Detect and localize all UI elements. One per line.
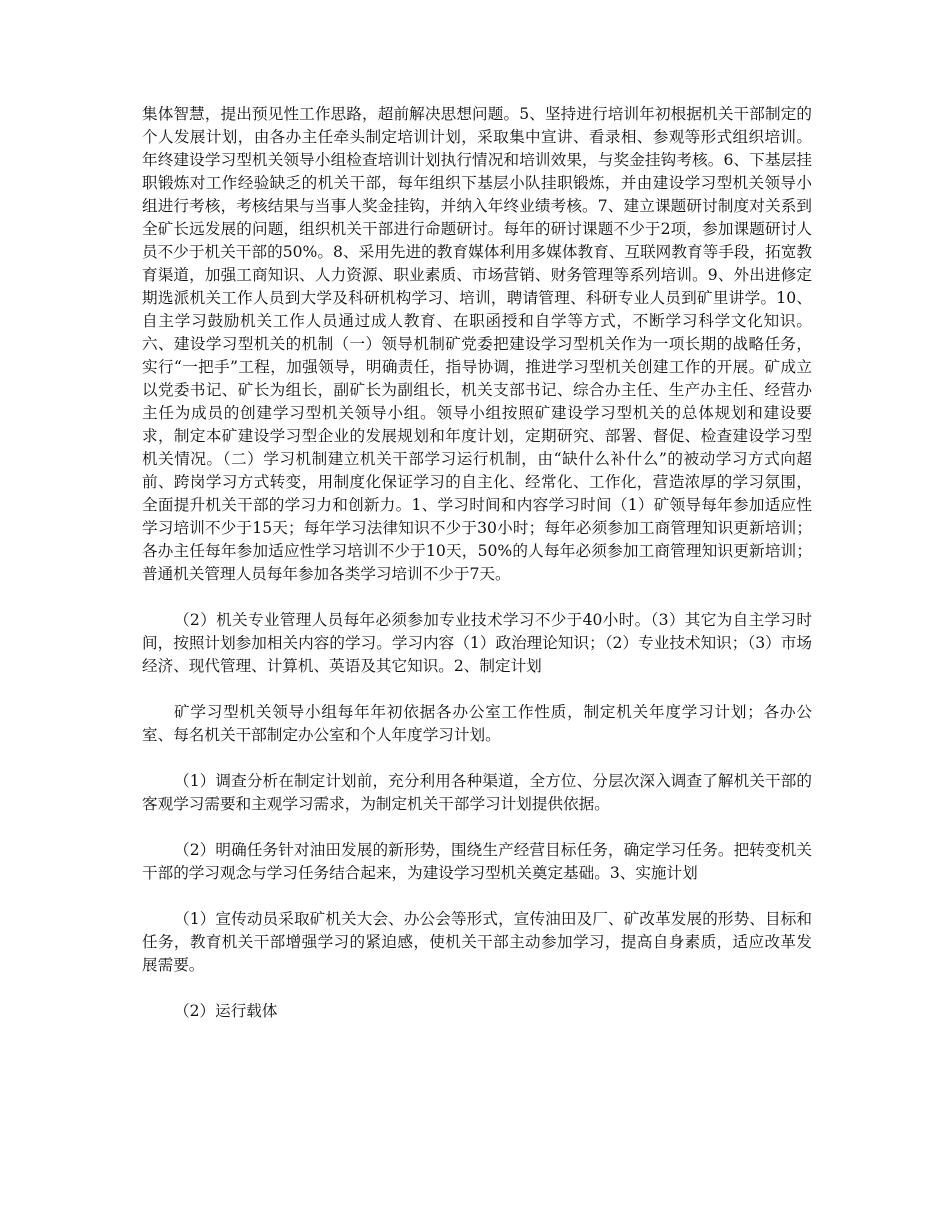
paragraph: 矿学习型机关领导小组每年年初依据各办公室工作性质，制定机关年度学习计划；各办公室、每名机关干部制定办公室和个人年度学习计划。 xyxy=(142,703,812,744)
paragraph: （2）运行载体 xyxy=(174,1002,278,1020)
paragraph: （2）明确任务针对油田发展的新形势，围绕生产经营目标任务，确定学习任务。把转变机关干部的学习观念与学习任务结合起来，为建设学习型机关奠定基础。3、实施计划 xyxy=(142,841,812,882)
document-body xyxy=(142,103,812,1023)
paragraph: 集体智慧，提出预见性工作思路，超前解决思想问题。5、坚持进行培训年初根据机关干部制定的个人发展计划，由各办主任牵头制定培训计划，采取集中宣讲、看录相、参观等形式组织培训。年终建设学习型机关领导小组检查培训计划执行情况和培训效果，与奖金挂钩考核。6、下基层挂职锻炼对工作经验缺乏的机关干部，每年组织下基层小队挂职锻炼，并由建设学习型机关领导小组进行考核，考核结果与当事人奖金挂钩，并纳入年终业绩考核。7、建立课题研讨制度对关系到全矿长远发展的问题，组织机关干部进行命题研讨。每年的研讨课题不少于2项，参加课题研讨人员不少于机关干部的50%。8、采用先进的教育媒体利用多媒体教育、互联网教育等手段，拓宽教育渠道，加强工商知识、人力资源、职业素质、市场营销、财务管理等系列培训。9、外出进修定期选派机关工作人员到大学及科研机构学习、培训，聘请管理、科研专业人员到矿里讲学。10、自主学习鼓励机关工作人员通过成人教育、在职函授和自学等方式，不断学习科学文化知识。六、建设学习型机关的机制（一）领导机制矿党委把建设学习型机关作为一项长期的战略任务，实行“一把手”工程，加强领导，明确责任，指导协调，推进学习型机关创建工作的开展。矿成立以党委书记、矿长为组长，副矿长为副组长，机关支部书记、综合办主任、生产办主任、经营办主任为成员的创建学习型机关领导小组。领导小组按照矿建设学习型机关的总体规划和建设要求，制定本矿建设学习型企业的发展规划和年度计划，定期研究、部署、督促、检查建设学习型机关情况。（二）学习机制建立机关干部学习运行机制，由“缺什么补什么”的被动学习方式向超前、跨岗学习方式转变，用制度化保证学习的自主化、经常化、工作化，营造浓厚的学习氛围，全面提升机关干部的学习力和创新力。1、学习时间和内容学习时间（1）矿领导每年参加适应性学习培训不少于15天；每年学习法律知识不少于30小时；每年必须参加工商管理知识更新培训；各办主任每年参加适应性学习培训不少于10天，50%的人每年必须参加工商管理知识更新培训；普通机关管理人员每年参加各类学习培训不少于7天。 xyxy=(142,105,812,583)
paragraph: （1）调查分析在制定计划前，充分利用各种渠道，全方位、分层次深入调查了解机关干部的客观学习需要和主观学习需求，为制定机关干部学习计划提供依据。 xyxy=(142,772,812,813)
paragraph: （1）宣传动员采取矿机关大会、办公会等形式，宣传油田及厂、矿改革发展的形势、目标和任务，教育机关干部增强学习的紧迫感，使机关干部主动参加学习，提高自身素质，适应改革发展需要。 xyxy=(142,910,812,974)
paragraph: （2）机关专业管理人员每年必须参加专业技术学习不少于40小时。（3）其它为自主学习时间，按照计划参加相关内容的学习。学习内容（1）政治理论知识；（2）专业技术知识；（3）市场经济、现代管理、计算机、英语及其它知识。2、制定计划 xyxy=(142,611,812,675)
